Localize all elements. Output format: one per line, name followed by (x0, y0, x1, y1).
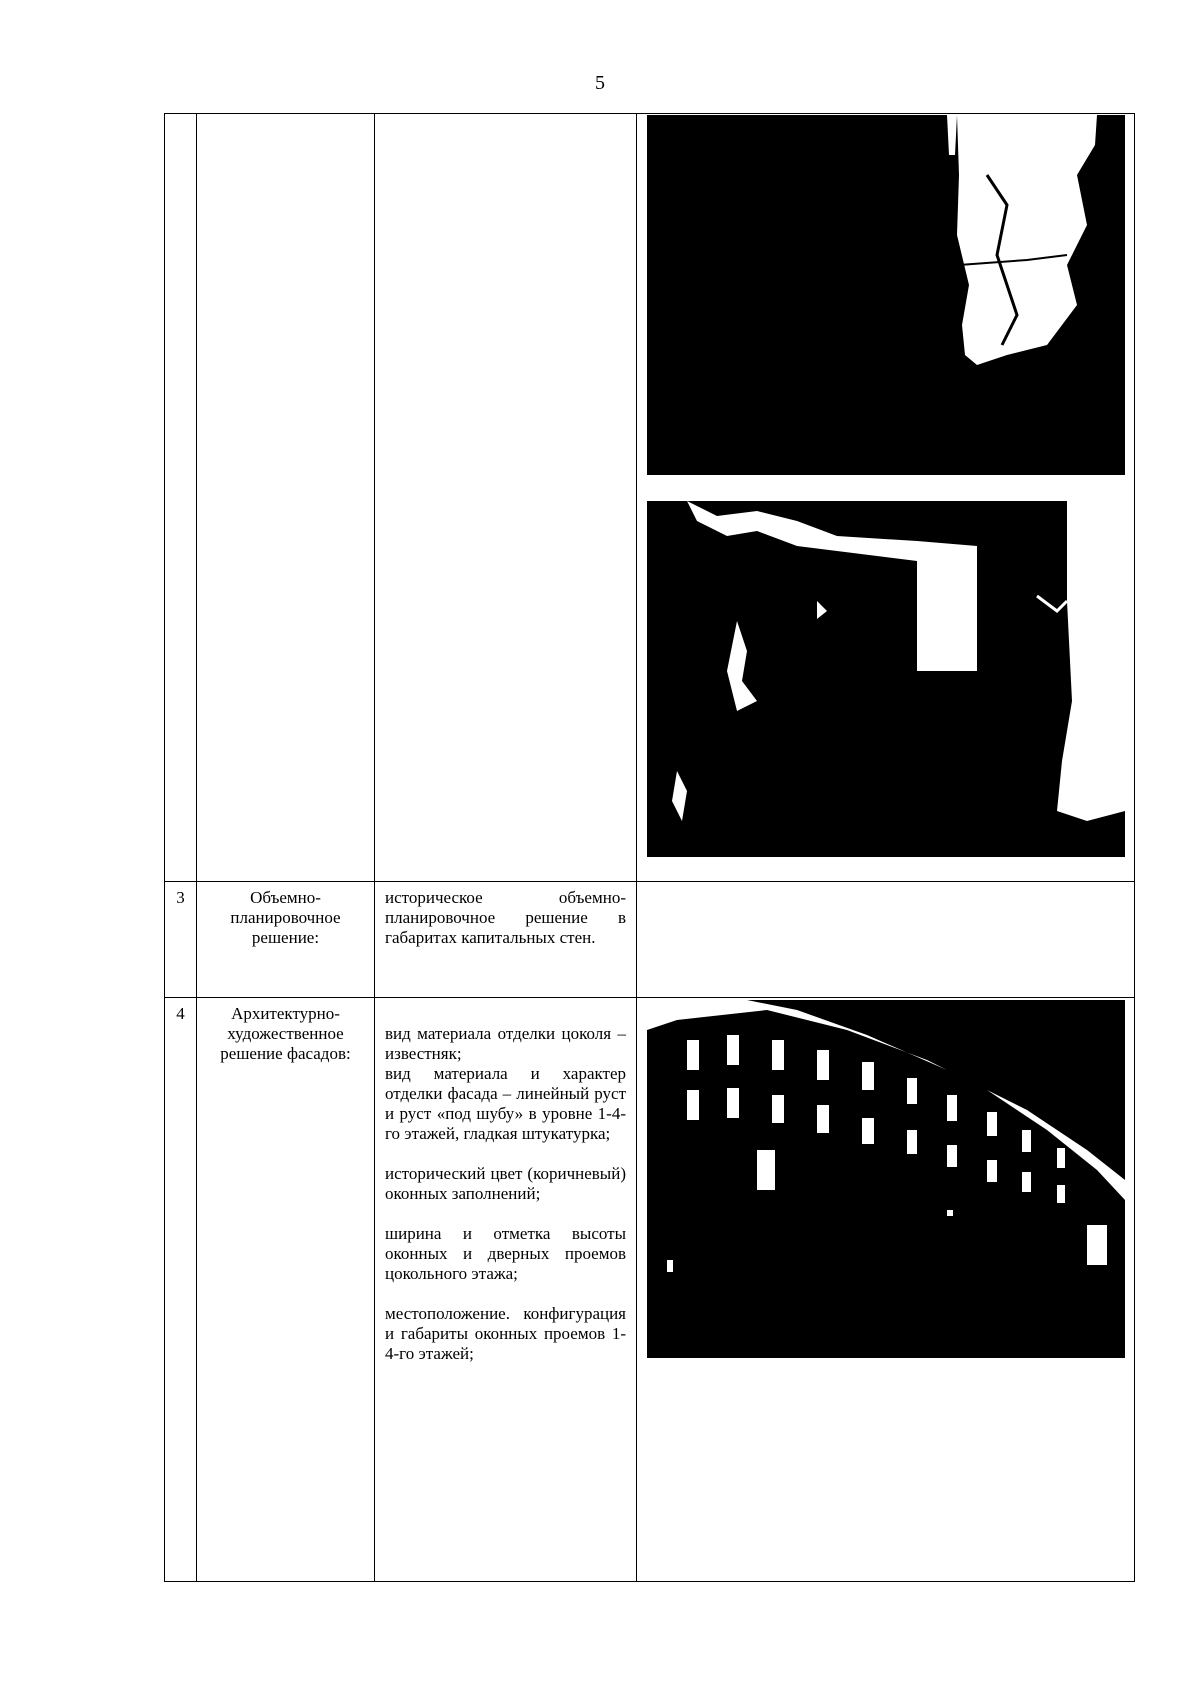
description-text: вид материала отделки цоколя – известняк; (385, 1024, 626, 1063)
row-number (165, 114, 197, 882)
table-row (165, 882, 1135, 998)
row-description (375, 114, 637, 882)
table-row (165, 114, 1135, 882)
description-text: исторический цвет (коричневый) оконных заполнений; (385, 1164, 626, 1203)
interior-photo-2 (647, 501, 1125, 857)
row-description (375, 998, 637, 1582)
row-photos (637, 882, 1135, 998)
table-row (165, 998, 1135, 1582)
page-number: 5 (595, 72, 605, 94)
description-text: ширина и отметка высоты оконных и дверных проемов цокольного этажа; (385, 1224, 626, 1283)
description-text: историческое объемно-планировочное решение в габаритах капитальных стен. (385, 888, 626, 947)
row-description (375, 882, 637, 998)
row-number: 4 (165, 998, 197, 1582)
description-text: местоположение. конфигурация и габариты оконных проемов 1-4-го этажей; (385, 1304, 626, 1363)
objects-table (164, 113, 1135, 1582)
row-title (197, 114, 375, 882)
row-photos (637, 998, 1135, 1582)
row-photos (637, 114, 1135, 882)
interior-photo-1 (647, 115, 1125, 475)
row-number: 3 (165, 882, 197, 998)
facade-photo (647, 1000, 1125, 1358)
row-title: Архитектурно-художественное решение фасадов: (197, 998, 375, 1582)
description-text: вид материала и характер отделки фасада – линейный руст и руст «под шубу» в уровне 1-4-го этажей, гладкая штукатурка; (385, 1064, 626, 1143)
row-title: Объемно-планировочное решение: (197, 882, 375, 998)
